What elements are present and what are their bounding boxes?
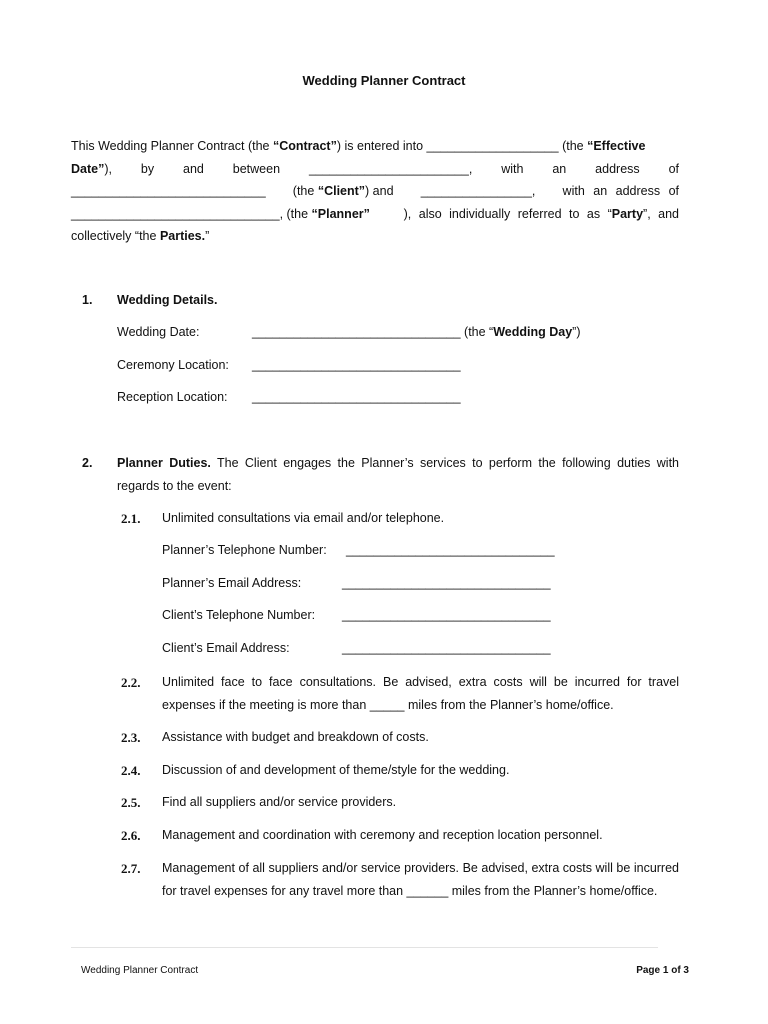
intro-word: and xyxy=(183,161,204,176)
intro-word: address xyxy=(595,161,640,176)
blank-planner-address: ______________________________ xyxy=(71,206,280,221)
wedding-date-suffix: ”) xyxy=(572,325,581,339)
intro-line-2 xyxy=(71,158,679,181)
intro-line-3 xyxy=(71,180,679,203)
document-title: Wedding Planner Contract xyxy=(302,73,466,88)
wedding-date-label: Wedding Date: xyxy=(117,325,200,339)
section-2-text: The Client engages the Planner’s services to perform the following duties with regards to the event: xyxy=(117,456,680,493)
intro-text: ) is entered into xyxy=(336,139,427,153)
intro-text: (the xyxy=(292,184,318,198)
intro-paragraph xyxy=(71,135,679,248)
client-phone-label: Client’s Telephone Number: xyxy=(162,608,316,622)
clause-2-7-number: 2.7. xyxy=(121,861,141,876)
section-2-heading: Planner Duties. xyxy=(117,456,211,470)
intro-line-5 xyxy=(71,225,679,248)
blank-effective-date: ___________________ xyxy=(426,139,559,153)
planner-email-blank: ______________________________ xyxy=(342,576,551,590)
intro-word xyxy=(71,158,112,181)
term-client: “Client” xyxy=(317,184,366,198)
client-email-label: Client’s Email Address: xyxy=(162,641,290,655)
wedding-date-suffix: (the “ xyxy=(460,325,494,339)
intro-text: ) and xyxy=(365,184,394,198)
term-contract: “Contract” xyxy=(272,139,337,153)
intro-text: This Wedding Planner Contract (the xyxy=(71,139,273,153)
section-1-heading: Wedding Details. xyxy=(117,293,218,307)
intro-text: ”, and xyxy=(643,206,679,221)
clause-2-2-number: 2.2. xyxy=(121,675,141,690)
planner-phone-blank: ______________________________ xyxy=(346,543,555,557)
wedding-date-blank: ______________________________ xyxy=(252,325,461,339)
intro-word: of xyxy=(668,161,679,176)
intro-word xyxy=(71,203,370,226)
term-effective: “Effective xyxy=(587,139,646,153)
ceremony-location-blank: ______________________________ xyxy=(252,358,461,372)
clause-2-1-number: 2.1. xyxy=(121,511,141,526)
reception-location-blank: ______________________________ xyxy=(252,390,461,404)
clause-2-6-text: Management and coordination with ceremony and reception location personnel. xyxy=(162,828,603,842)
section-2-paragraph xyxy=(117,452,679,497)
blank-client-name: _______________________, xyxy=(308,161,473,176)
clause-2-2-text: Unlimited face to face consultations. Be advised, extra costs will be incurred for travel expenses if the meeting is more than _____ miles from the Planner’s home/office. xyxy=(162,675,679,712)
reception-location-label: Reception Location: xyxy=(117,390,228,404)
term-date: Date” xyxy=(71,161,105,176)
term-planner: “Planner” xyxy=(311,206,370,221)
clause-2-6-number: 2.6. xyxy=(121,828,141,843)
intro-text: collectively “the xyxy=(71,229,160,243)
intro-word xyxy=(404,203,679,226)
intro-word: by xyxy=(140,161,155,176)
clause-2-1-text: Unlimited consultations via email and/or telephone. xyxy=(162,511,445,525)
term-parties: Parties. xyxy=(159,229,206,243)
intro-text: ), xyxy=(104,161,112,176)
client-phone-blank: ______________________________ xyxy=(342,608,551,622)
clause-2-7-text: Management of all suppliers and/or service providers. Be advised, extra costs will be incurred for travel expenses for any travel more than ______ miles from the Planner’s home/office. xyxy=(162,861,679,898)
intro-word: with an address of xyxy=(562,184,679,198)
footer-document-name: Wedding Planner Contract xyxy=(81,965,199,976)
intro-text: ), also individually referred to as “ xyxy=(403,206,612,221)
clause-2-4-number: 2.4. xyxy=(121,763,141,778)
intro-text: (the xyxy=(558,139,588,153)
planner-phone-label: Planner’s Telephone Number: xyxy=(162,543,327,557)
ceremony-location-label: Ceremony Location: xyxy=(117,358,229,372)
intro-line-4 xyxy=(71,203,679,226)
planner-email-label: Planner’s Email Address: xyxy=(162,576,302,590)
intro-word: between xyxy=(232,161,281,176)
footer-page-number: Page 1 of 3 xyxy=(636,965,689,976)
wedding-date-field xyxy=(252,325,581,339)
clause-2-4-text: Discussion of and development of theme/style for the wedding. xyxy=(162,763,510,777)
clause-2-3-text: Assistance with budget and breakdown of costs. xyxy=(162,730,429,744)
client-email-blank: ______________________________ xyxy=(342,641,551,655)
footer-divider xyxy=(71,947,658,948)
section-1-number: 1. xyxy=(82,293,93,307)
intro-word: with xyxy=(501,161,524,176)
intro-text: ” xyxy=(205,229,210,243)
intro-line-1 xyxy=(71,135,679,158)
term-wedding-day: Wedding Day xyxy=(493,325,573,339)
blank-client-address: ____________________________ xyxy=(71,184,266,198)
intro-word xyxy=(293,180,394,203)
clause-2-5-text: Find all suppliers and/or service providers. xyxy=(162,795,397,809)
term-party: Party xyxy=(611,206,644,221)
clause-2-3-number: 2.3. xyxy=(121,730,141,745)
clause-2-5-number: 2.5. xyxy=(121,795,141,810)
section-2-number: 2. xyxy=(82,456,93,470)
intro-text: , (the xyxy=(279,206,312,221)
blank-planner-name: ________________, xyxy=(420,184,536,198)
intro-word: an xyxy=(552,161,567,176)
